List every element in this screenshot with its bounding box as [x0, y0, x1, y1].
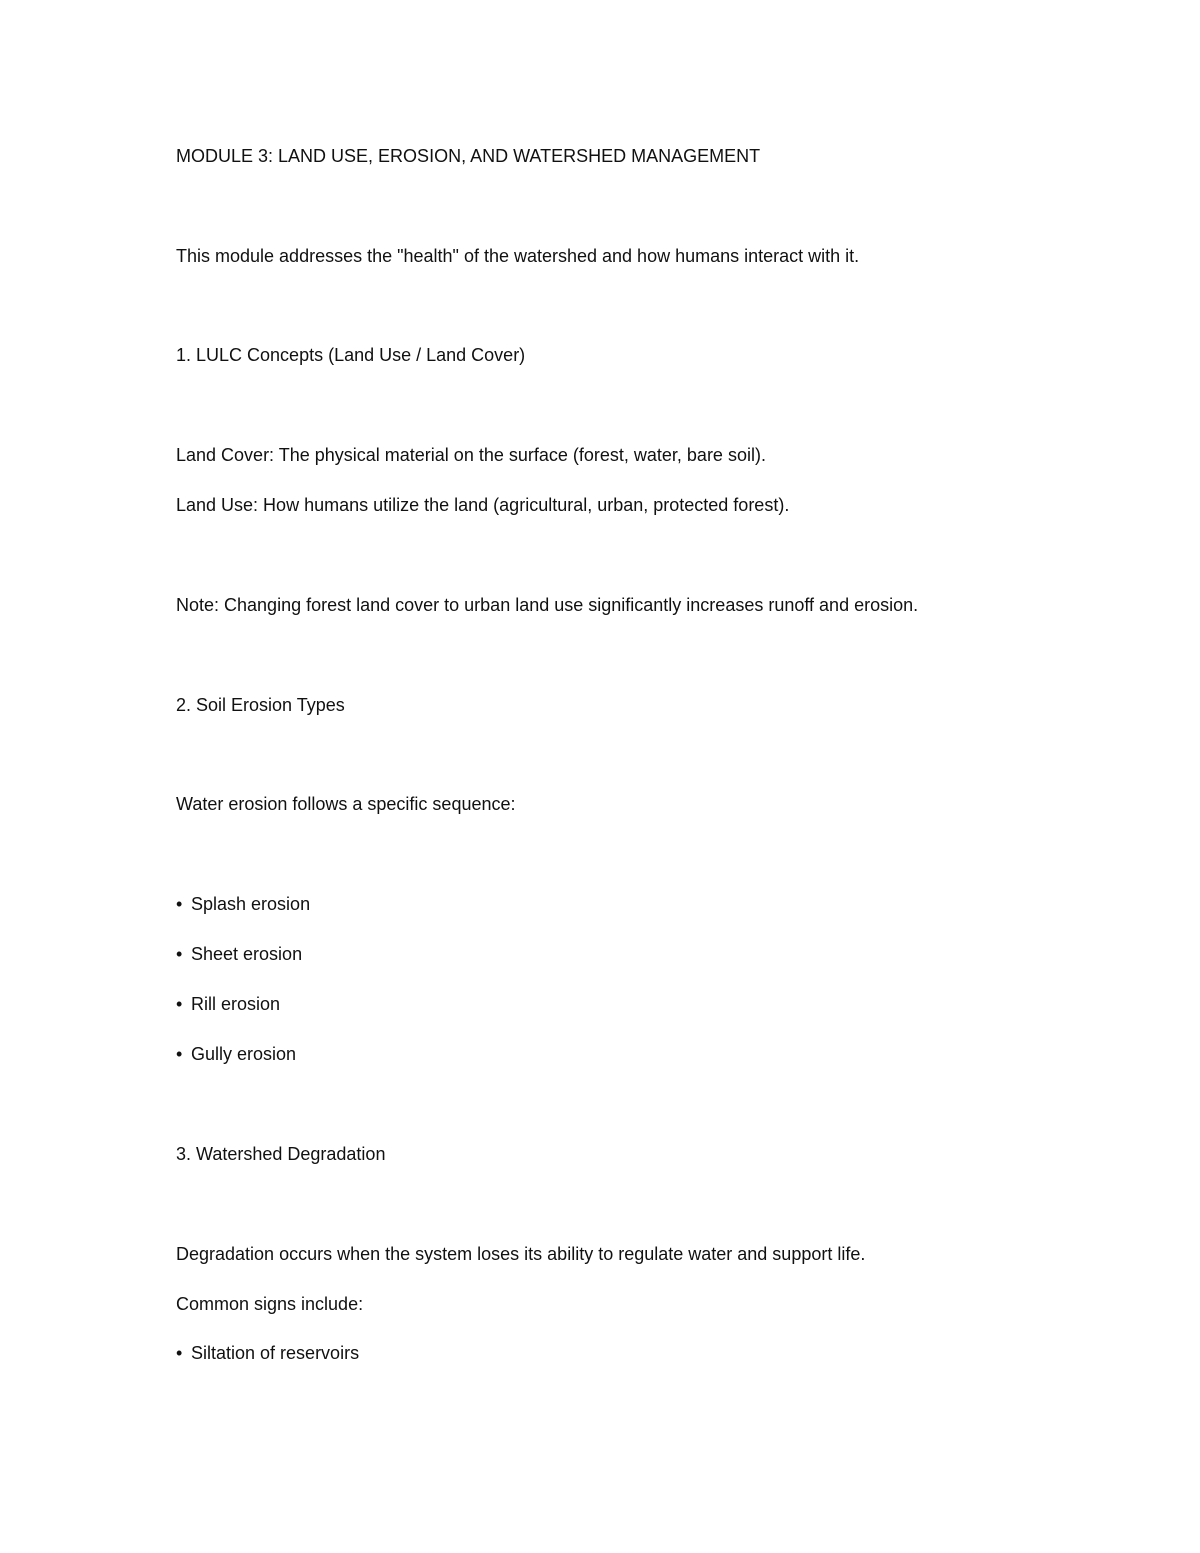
bullet-icon: • — [176, 944, 183, 964]
section-heading-soil-erosion: 2. Soil Erosion Types — [176, 695, 345, 715]
bullet-icon: • — [176, 1343, 183, 1363]
bullet-icon: • — [176, 1044, 183, 1064]
list-item-text: Gully erosion — [191, 1044, 297, 1064]
list-item-text: Siltation of reservoirs — [191, 1343, 360, 1363]
bullet-icon: • — [176, 994, 183, 1014]
degradation-definition: Degradation occurs when the system loses its ability to regulate water and support life. — [176, 1244, 866, 1264]
list-item-text: Rill erosion — [191, 994, 281, 1014]
list-item — [176, 1342, 359, 1364]
section-heading-watershed-degradation: 3. Watershed Degradation — [176, 1144, 386, 1164]
note-paragraph: Note: Changing forest land cover to urban land use significantly increases runoff and erosion. — [176, 595, 919, 615]
erosion-sequence-intro: Water erosion follows a specific sequence: — [176, 794, 516, 814]
list-item-text: Sheet erosion — [191, 944, 303, 964]
bullet-icon: • — [176, 894, 183, 914]
list-item-text: Splash erosion — [191, 894, 311, 914]
list-item — [176, 1043, 296, 1065]
intro-paragraph: This module addresses the "health" of the watershed and how humans interact with it. — [176, 246, 860, 266]
land-cover-definition: Land Cover: The physical material on the surface (forest, water, bare soil). — [176, 445, 766, 465]
section-heading-lulc: 1. LULC Concepts (Land Use / Land Cover) — [176, 345, 526, 365]
list-item — [176, 993, 280, 1015]
land-use-definition: Land Use: How humans utilize the land (agricultural, urban, protected forest). — [176, 495, 790, 515]
list-item — [176, 893, 310, 915]
list-item — [176, 943, 302, 965]
document-title: MODULE 3: LAND USE, EROSION, AND WATERSHED MANAGEMENT — [176, 146, 761, 166]
common-signs-intro: Common signs include: — [176, 1294, 364, 1314]
